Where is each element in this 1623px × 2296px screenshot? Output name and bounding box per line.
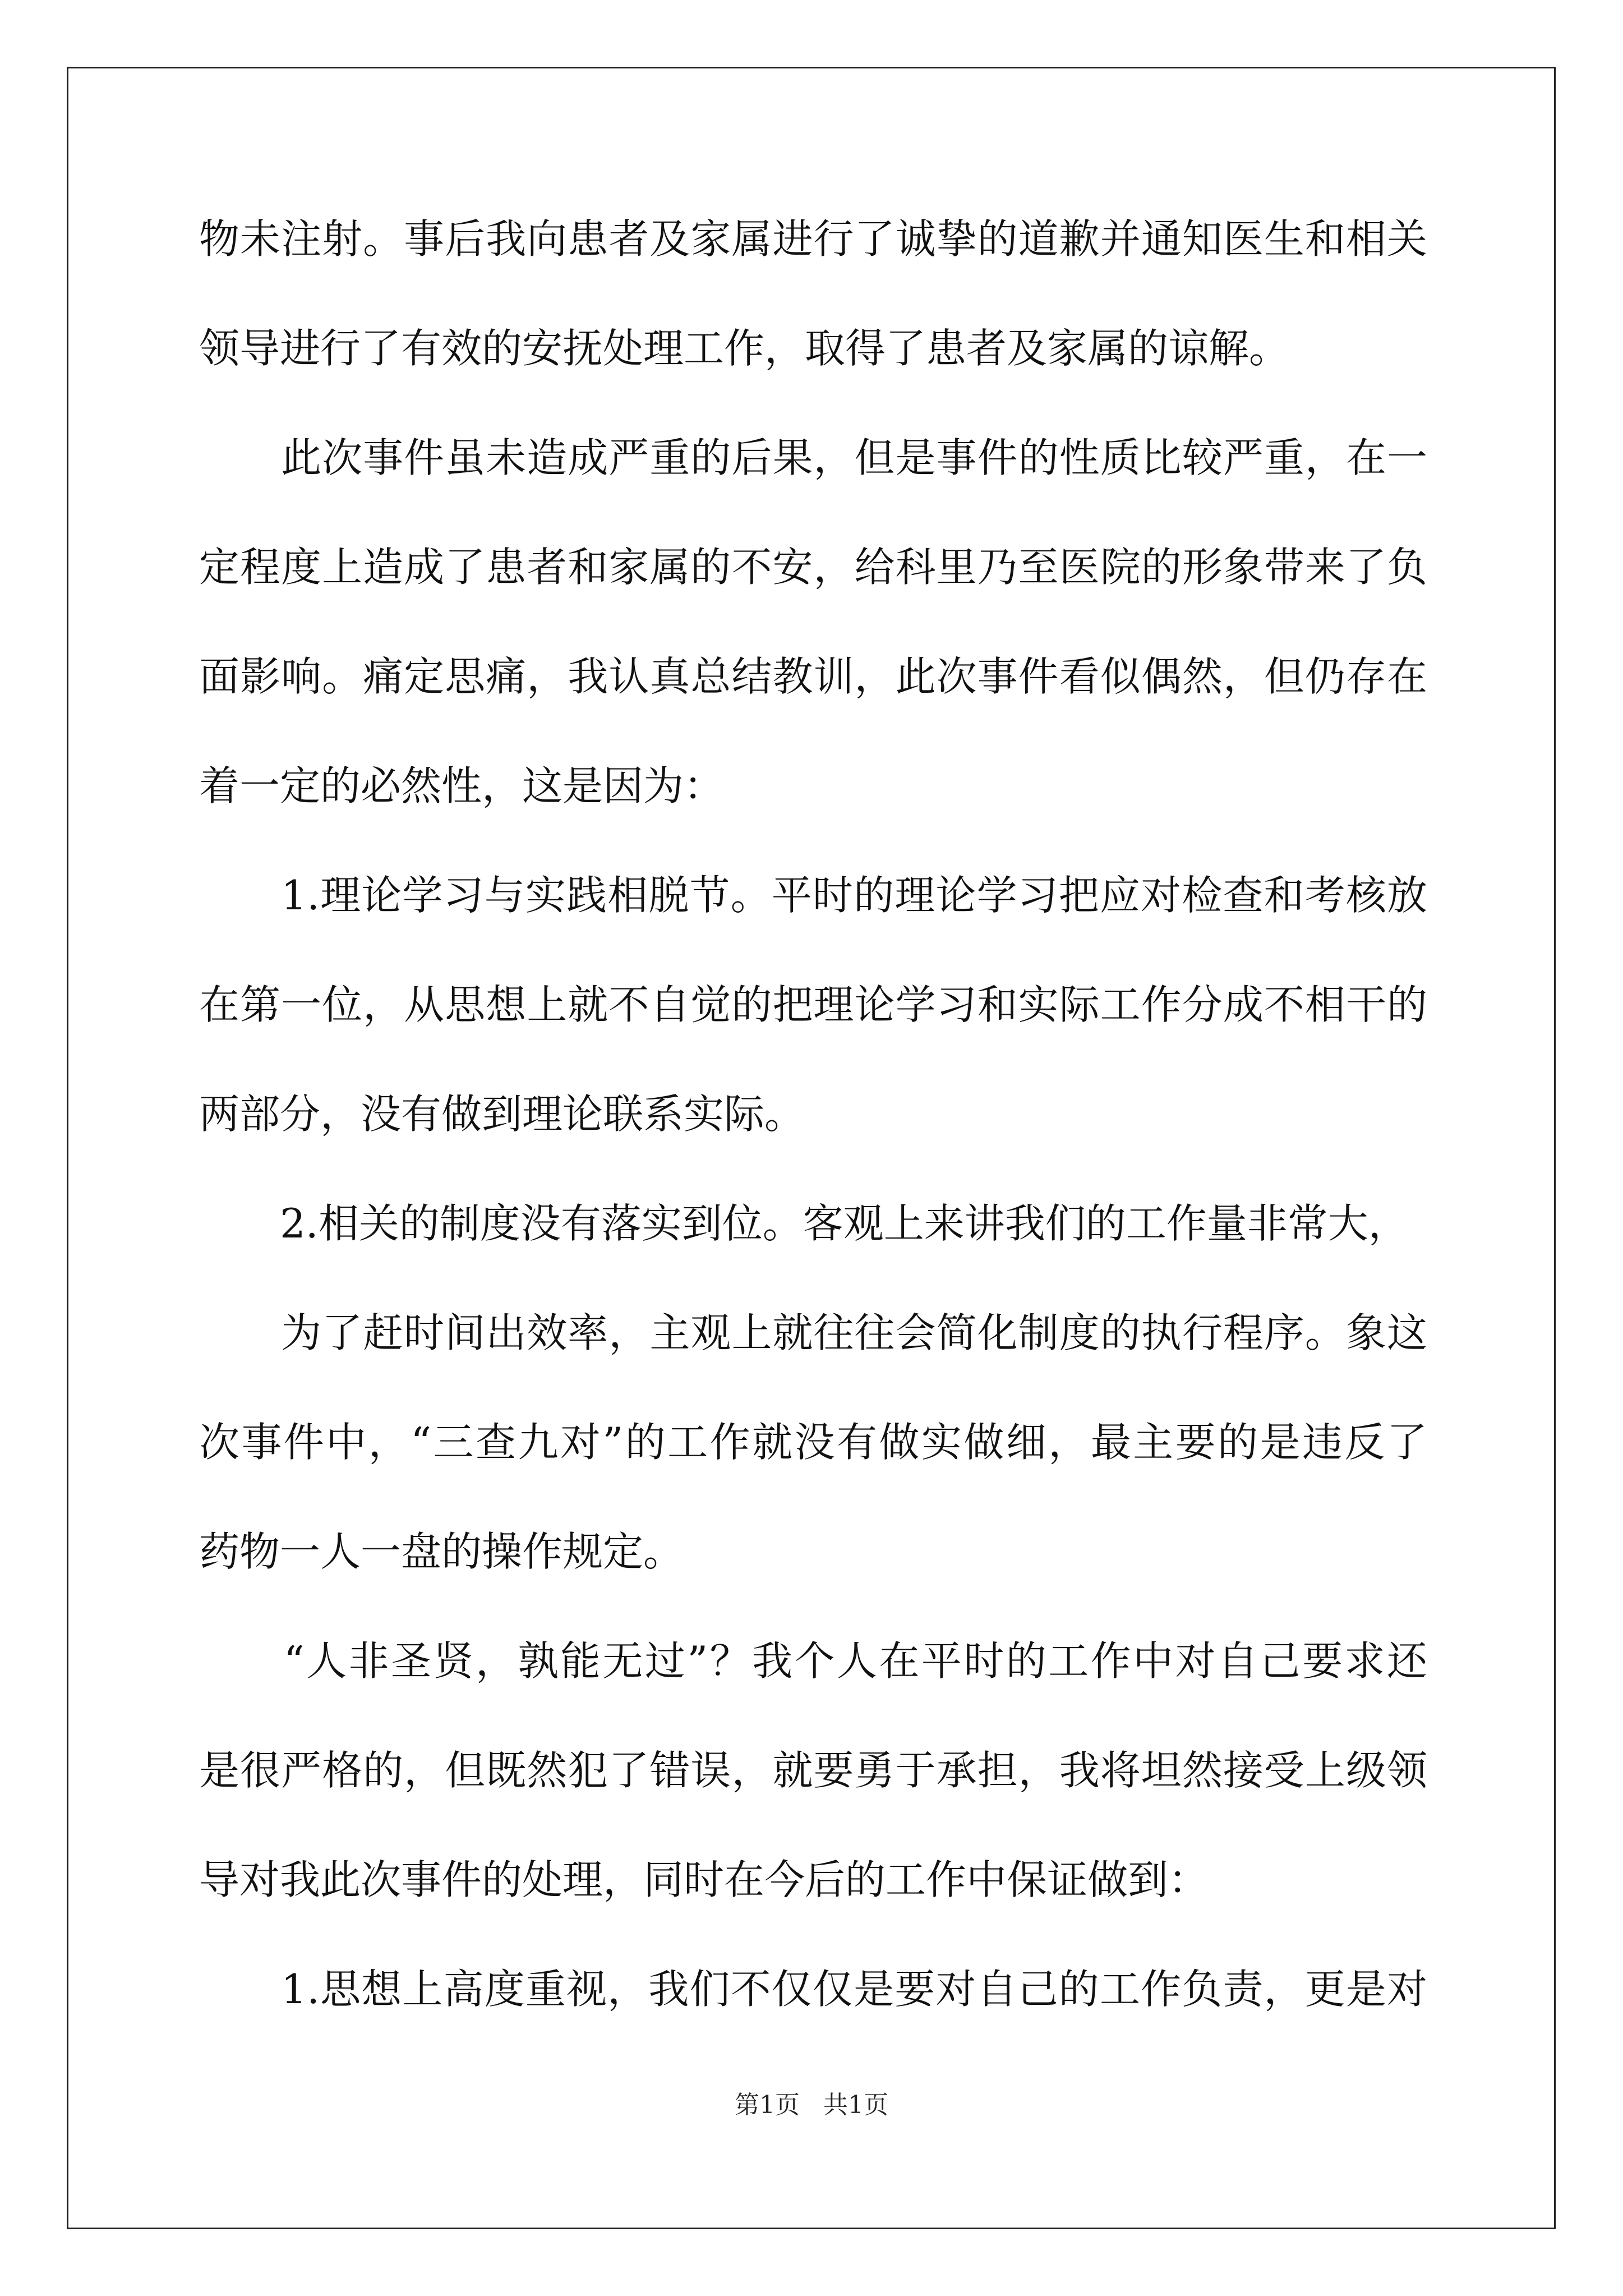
page-number-footer: 第1页 共1页 — [735, 2091, 888, 2119]
text-line: 1.理论学习与实践相脱节。平时的理论学习把应对检查和考核放 — [199, 872, 1427, 919]
text-line: 领导进行了有效的安抚处理工作，取得了患者及家属的谅解。 — [199, 325, 1290, 372]
text-line: 为了赶时间出效率，主观上就往往会简化制度的执行程序。象这 — [199, 1309, 1427, 1356]
text-line: 面影响。痛定思痛，我认真总结教训，此次事件看似偶然，但仍存在 — [199, 653, 1427, 700]
text-line: 药物一人一盘的操作规定。 — [199, 1528, 684, 1575]
text-line: 此次事件虽未造成严重的后果，但是事件的性质比较严重，在一 — [199, 434, 1427, 481]
text-line: 1.思想上高度重视，我们不仅仅是要对自己的工作负责，更是对 — [199, 1966, 1427, 2013]
text-line: 两部分，没有做到理论联系实际。 — [199, 1091, 805, 1138]
text-line: 导对我此次事件的处理，同时在今后的工作中保证做到： — [199, 1856, 1209, 1903]
text-line: 在第一位，从思想上就不自觉的把理论学习和实际工作分成不相干的 — [199, 981, 1427, 1028]
text-line: 次事件中，“三查九对”的工作就没有做实做细，最主要的是违反了 — [199, 1419, 1427, 1466]
text-line: 着一定的必然性，这是因为： — [199, 762, 725, 809]
text-line: 2.相关的制度没有落实到位。客观上来讲我们的工作量非常大， — [199, 1200, 1409, 1247]
text-line: “人非圣贤，孰能无过”？我个人在平时的工作中对自己要求还 — [199, 1637, 1427, 1685]
text-line: 定程度上造成了患者和家属的不安，给科里乃至医院的形象带来了负 — [199, 544, 1427, 591]
text-line: 是很严格的，但既然犯了错误，就要勇于承担，我将坦然接受上级领 — [199, 1747, 1427, 1794]
text-line: 物未注射。事后我向患者及家属进行了诚挚的道歉并通知医生和相关 — [199, 215, 1427, 263]
document-body — [199, 215, 1427, 2078]
